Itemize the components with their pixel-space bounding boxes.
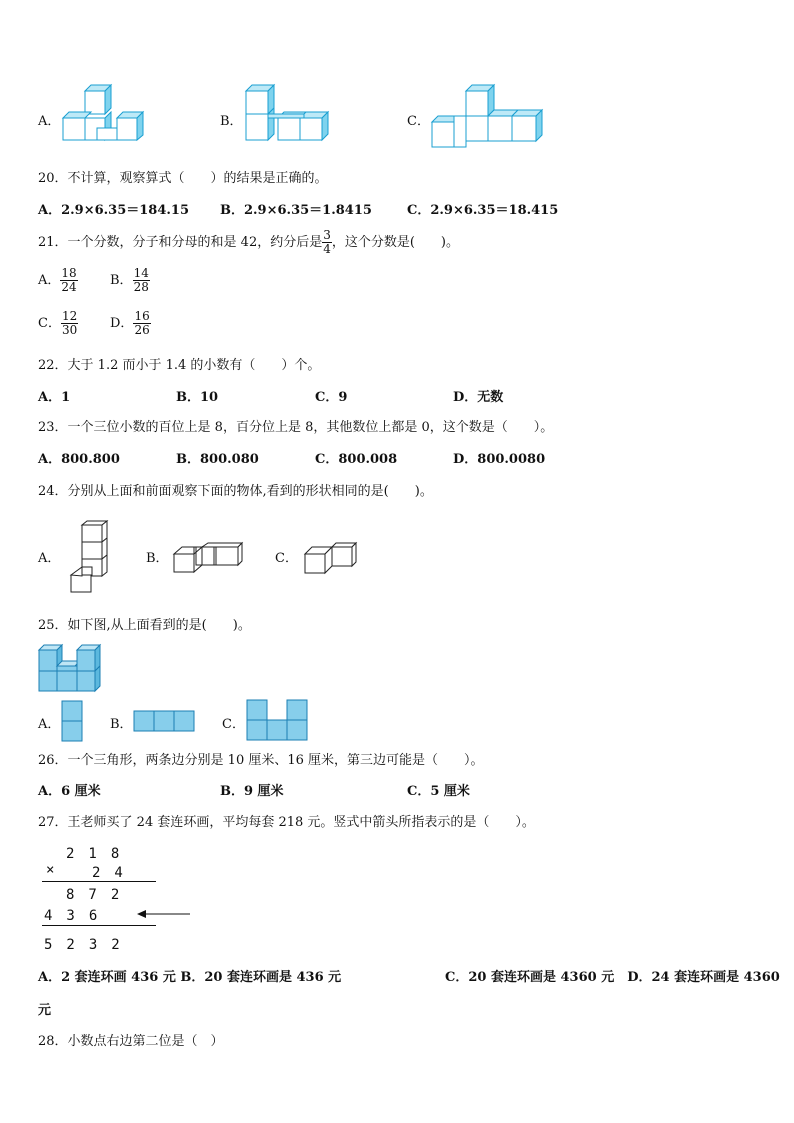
q19-option-c-figure xyxy=(430,84,550,148)
q22-option-c[interactable]: C．9 xyxy=(315,390,348,405)
q20-question: 20．不计算，观察算式（ ）的结果是正确的。 xyxy=(38,171,328,186)
q25-object-figure xyxy=(36,642,108,694)
q22-option-d[interactable]: D．无数 xyxy=(453,390,504,405)
q23-option-a[interactable]: A．800.800 xyxy=(38,452,120,467)
q27-calc-row3: 8 7 2 xyxy=(66,887,120,903)
q25-option-b-label[interactable]: B． xyxy=(110,717,133,732)
q19-option-c-label[interactable]: C． xyxy=(407,114,430,129)
q21-option-c-label: C． xyxy=(38,316,61,331)
q27-calc-row5: 5 2 3 2 xyxy=(44,937,120,953)
q26-option-b[interactable]: B．9 厘米 xyxy=(220,784,284,799)
q27-calc-row4: 4 3 6 xyxy=(44,908,98,924)
q21-b-den: 28 xyxy=(133,280,149,294)
q21-option-a[interactable] xyxy=(38,267,78,294)
q25-option-a-label[interactable]: A． xyxy=(38,717,61,732)
q21-option-c-frac xyxy=(61,310,78,337)
q21-option-d-frac xyxy=(133,310,150,337)
q21-d-den: 26 xyxy=(134,323,150,337)
q21-option-c[interactable] xyxy=(38,310,78,337)
q21-fraction xyxy=(322,229,332,256)
q21-option-d[interactable] xyxy=(110,310,151,337)
q23-option-d[interactable]: D．800.0080 xyxy=(453,452,546,467)
q24-option-c-label[interactable]: C． xyxy=(275,551,298,566)
q27-calc-row2: 2 4 xyxy=(92,865,123,881)
q21-option-b[interactable] xyxy=(110,267,150,294)
q23-question: 23．一个三位小数的百位上是 8，百分位上是 8，其他数位上都是 0，这个数是（ ）。 xyxy=(38,420,554,435)
q19-option-b-figure xyxy=(244,84,334,144)
q21-question xyxy=(38,229,459,256)
q27-arrow-icon xyxy=(136,907,192,921)
q21-text-before: 21．一个分数，分子和分母的和是 42，约分后是 xyxy=(38,235,323,250)
q24-question: 24．分别从上面和前面观察下面的物体,看到的形状相同的是( )。 xyxy=(38,484,433,499)
q25-option-a-figure xyxy=(61,700,83,742)
q21-frac-den: 4 xyxy=(323,242,331,256)
q25-option-c-label[interactable]: C． xyxy=(222,717,245,732)
q27-option-d-wrap: 元 xyxy=(38,1003,52,1018)
q22-option-b[interactable]: B．10 xyxy=(176,390,219,405)
q21-option-b-frac xyxy=(133,267,150,294)
q21-a-num: 18 xyxy=(61,266,77,280)
q23-option-c[interactable]: C．800.008 xyxy=(315,452,398,467)
q26-option-c[interactable]: C．5 厘米 xyxy=(407,784,470,799)
q22-option-a[interactable]: A．1 xyxy=(38,390,71,405)
q28-question: 28．小数点右边第二位是（ ） xyxy=(38,1034,224,1049)
q19-option-a-label[interactable]: A． xyxy=(38,114,61,129)
q24-option-c-figure xyxy=(303,542,357,576)
q26-question: 26．一个三角形，两条边分别是 10 厘米、16 厘米，第三边可能是（ ）。 xyxy=(38,753,484,768)
q26-option-a[interactable]: A．6 厘米 xyxy=(38,784,101,799)
q27-calc-rule-1 xyxy=(42,881,156,882)
q24-option-b-figure xyxy=(172,542,242,574)
q21-a-den: 24 xyxy=(61,280,77,294)
q21-option-a-frac xyxy=(60,267,77,294)
q21-option-b-label: B． xyxy=(110,273,133,288)
q27-options-ab[interactable]: A．2 套连环画 436 元 B．20 套连环画是 436 元 xyxy=(38,970,342,985)
q25-option-b-figure xyxy=(133,710,195,732)
q22-question: 22．大于 1.2 而小于 1.4 的小数有（ ）个。 xyxy=(38,358,321,373)
q27-question: 27．王老师买了 24 套连环画，平均每套 218 元。竖式中箭头所指表示的是（ ）。 xyxy=(38,815,535,830)
q25-option-c-figure xyxy=(246,699,308,741)
q24-option-b-label[interactable]: B． xyxy=(146,551,169,566)
q20-option-b[interactable]: B．2.9×6.35＝1.8415 xyxy=(220,203,372,218)
q24-option-a-figure xyxy=(68,520,112,594)
q23-option-b[interactable]: B．800.080 xyxy=(176,452,259,467)
q20-option-a[interactable]: A．2.9×6.35＝184.15 xyxy=(38,203,190,218)
q21-option-a-label: A． xyxy=(38,273,61,288)
q19-option-b-label[interactable]: B． xyxy=(220,114,243,129)
q21-c-den: 30 xyxy=(61,323,78,337)
q25-question: 25．如下图,从上面看到的是( )。 xyxy=(38,618,251,633)
q21-b-num: 14 xyxy=(133,266,149,280)
q21-frac-num: 3 xyxy=(323,228,331,242)
q21-d-num: 16 xyxy=(134,309,150,323)
q21-text-after: ，这个分数是( )。 xyxy=(331,235,460,250)
q27-calc-rule-2 xyxy=(42,925,156,926)
q27-calc-times-sign: × xyxy=(46,862,55,878)
q20-option-c[interactable]: C．2.9×6.35＝18.415 xyxy=(407,203,559,218)
q21-c-num: 12 xyxy=(61,309,78,323)
q27-calc-row1: 2 1 8 xyxy=(66,846,120,862)
q19-option-a-figure xyxy=(60,84,150,144)
q24-option-a-label[interactable]: A． xyxy=(38,551,61,566)
q27-options-cd[interactable]: C．20 套连环画是 4360 元 D．24 套连环画是 4360 xyxy=(445,970,780,985)
q21-option-d-label: D． xyxy=(110,316,134,331)
